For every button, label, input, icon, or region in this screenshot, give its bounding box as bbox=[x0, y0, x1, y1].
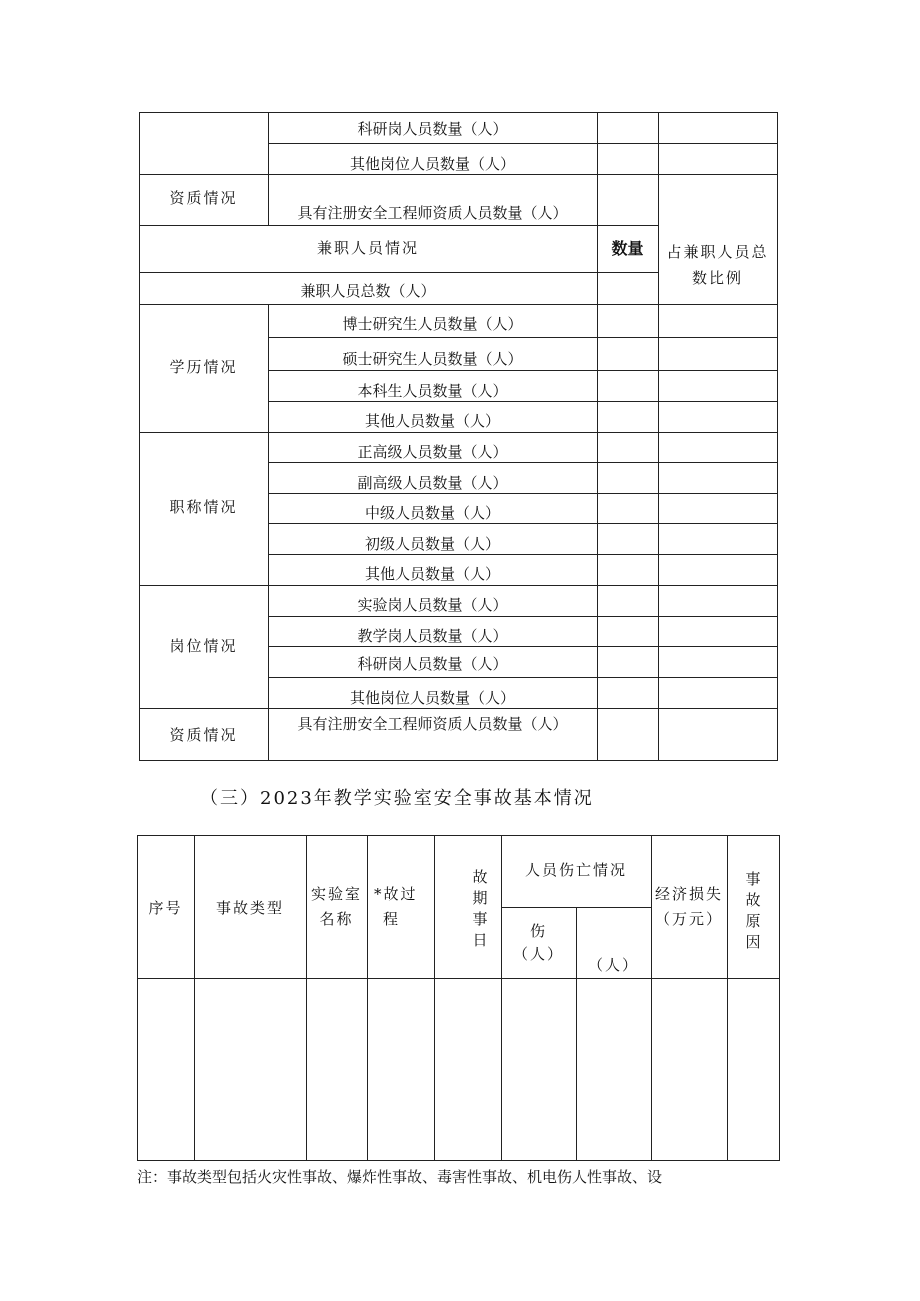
part-time-header: 兼职人员情况 bbox=[316, 239, 419, 257]
category-label: 资质情况 bbox=[169, 189, 238, 207]
category-label: 学历情况 bbox=[169, 358, 238, 376]
col-header-cause: 事 故 原 因 bbox=[745, 870, 761, 951]
row-label: 博士研究生人员数量（人） bbox=[342, 315, 523, 333]
category-label: 岗位情况 bbox=[169, 637, 238, 655]
col-header-casualties: 人员伤亡情况 bbox=[524, 861, 627, 879]
col-header-injured-l2: （人） bbox=[512, 945, 564, 963]
row-label: 硕士研究生人员数量（人） bbox=[342, 350, 523, 368]
col-header-lab-name-l1: 实验室 bbox=[310, 885, 362, 903]
col-header-dead: （人） bbox=[587, 956, 639, 974]
row-label: 初级人员数量（人） bbox=[364, 535, 500, 553]
row-label: 兼职人员总数（人） bbox=[300, 282, 436, 300]
col-header-loss-l2: （万元） bbox=[654, 910, 723, 928]
row-label: 实验岗人员数量（人） bbox=[357, 596, 508, 614]
col-header-loss-l1: 经济损失 bbox=[654, 885, 723, 903]
ratio-header-line1: 占兼职人员总 bbox=[666, 243, 769, 261]
row-label: 科研岗人员数量（人） bbox=[357, 120, 508, 138]
category-label: 职称情况 bbox=[169, 498, 238, 516]
ratio-header-line2: 数比例 bbox=[691, 269, 743, 287]
section-heading: （三）2023年教学实验室安全事故基本情况 bbox=[200, 788, 594, 809]
row-label: 其他人员数量（人） bbox=[364, 412, 500, 430]
col-header-lab-name-l2: 名称 bbox=[319, 910, 354, 928]
col-header-process-l2: 程 bbox=[383, 910, 401, 928]
category-label: 资质情况 bbox=[169, 726, 238, 744]
row-label: 本科生人员数量（人） bbox=[357, 382, 508, 400]
row-label: 副高级人员数量（人） bbox=[357, 474, 508, 492]
row-label: 教学岗人员数量（人） bbox=[357, 627, 508, 645]
row-label: 其他岗位人员数量（人） bbox=[349, 155, 515, 173]
row-label: 具有注册安全工程师资质人员数量（人） bbox=[297, 204, 568, 222]
col-header-injured-l1: 伤 bbox=[529, 922, 547, 940]
footnote: 注：事故类型包括火灾性事故、爆炸性事故、毒害性事故、机电伤人性事故、设 bbox=[137, 1168, 663, 1186]
row-label: 正高级人员数量（人） bbox=[357, 443, 508, 461]
row-label: 具有注册安全工程师资质人员数量（人） bbox=[297, 715, 568, 733]
col-header-number: 序号 bbox=[148, 899, 183, 917]
row-label: 其他人员数量（人） bbox=[364, 565, 500, 583]
row-label: 科研岗人员数量（人） bbox=[357, 655, 508, 673]
col-header-process-l1: *故过 bbox=[374, 885, 418, 903]
row-label: 中级人员数量（人） bbox=[364, 504, 500, 522]
col-header-type: 事故类型 bbox=[215, 899, 284, 917]
row-label: 其他岗位人员数量（人） bbox=[349, 689, 515, 707]
col-header-date: 故 期 事 日 bbox=[472, 868, 488, 949]
quantity-header: 数量 bbox=[611, 239, 644, 258]
